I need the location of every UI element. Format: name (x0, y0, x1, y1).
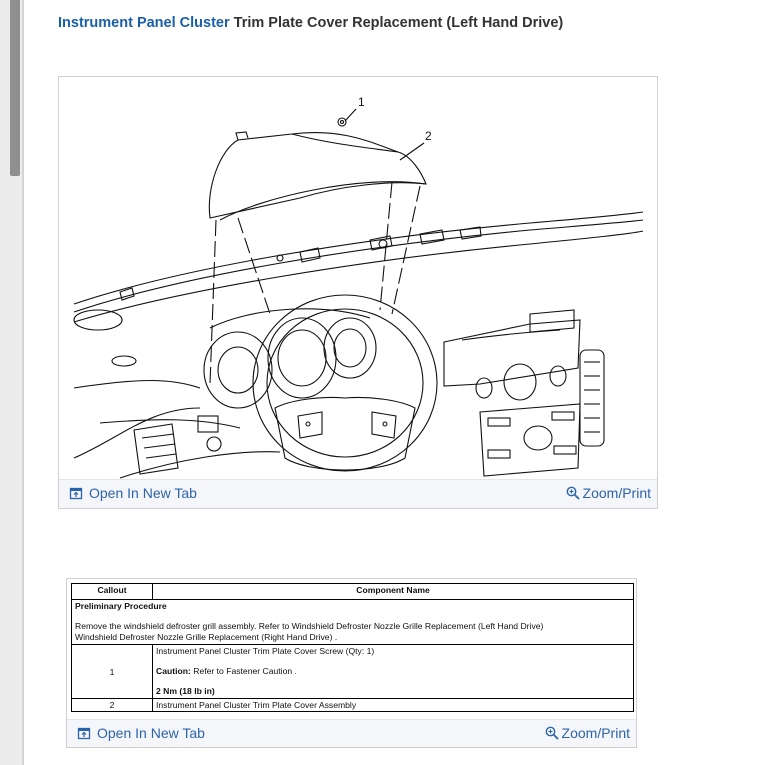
title-link[interactable]: Instrument Panel Cluster (58, 15, 230, 31)
open-new-tab-icon (69, 486, 83, 500)
scrollbar-track-edge (22, 0, 24, 765)
table-footer (67, 719, 636, 747)
preliminary-heading: Preliminary Procedure (75, 601, 167, 611)
components-table-card (66, 578, 637, 748)
callout-label-1: 1 (358, 95, 365, 109)
component-name: Instrument Panel Cluster Trim Plate Cover Screw (Qty: 1) (156, 646, 375, 656)
components-table (71, 583, 634, 712)
figure-card (58, 76, 658, 509)
caution-text (156, 666, 630, 677)
open-in-new-tab-label: Open In New Tab (97, 725, 205, 741)
preliminary-procedure-cell (72, 600, 634, 645)
torque-spec: 2 Nm (18 lb in) (156, 686, 215, 696)
caution-label: Caution: (156, 666, 191, 676)
table-header-row (72, 584, 634, 600)
scrollbar[interactable] (0, 0, 24, 765)
zoom-print-label: Zoom/Print (561, 725, 630, 741)
caution-body: Refer to Fastener Caution . (190, 666, 297, 676)
open-in-new-tab-link[interactable] (77, 725, 205, 741)
zoom-in-icon (566, 486, 580, 500)
table-row (72, 645, 634, 699)
open-in-new-tab-label: Open In New Tab (89, 485, 197, 501)
open-in-new-tab-link[interactable] (69, 485, 197, 501)
zoom-print-link[interactable] (545, 725, 630, 741)
column-header-component: Component Name (153, 584, 634, 600)
component-name: Instrument Panel Cluster Trim Plate Cover Assembly (156, 700, 357, 710)
preliminary-line-1: Remove the windshield defroster grill assembly. Refer to Windshield Defroster Nozzle Grille Replacement (Left Hand Drive) (75, 621, 544, 631)
component-cell (153, 699, 634, 712)
preliminary-procedure-row (72, 600, 634, 645)
table-row (72, 699, 634, 712)
zoom-in-icon (545, 726, 559, 740)
callout-cell: 2 (72, 699, 153, 712)
callout-cell: 1 (72, 645, 153, 699)
column-header-callout: Callout (72, 584, 153, 600)
figure-footer (59, 479, 657, 508)
callout-label-2: 2 (425, 129, 432, 143)
open-new-tab-icon (77, 726, 91, 740)
scrollbar-thumb[interactable] (10, 0, 20, 176)
zoom-print-link[interactable] (566, 485, 651, 501)
preliminary-line-2: Windshield Defroster Nozzle Grille Replacement (Right Hand Drive) . (75, 632, 338, 642)
zoom-print-label: Zoom/Print (582, 485, 651, 501)
dashboard-illustration (60, 78, 657, 482)
page-title (58, 15, 563, 31)
title-text: Trim Plate Cover Replacement (Left Hand Drive) (229, 15, 564, 31)
component-cell (153, 645, 634, 699)
